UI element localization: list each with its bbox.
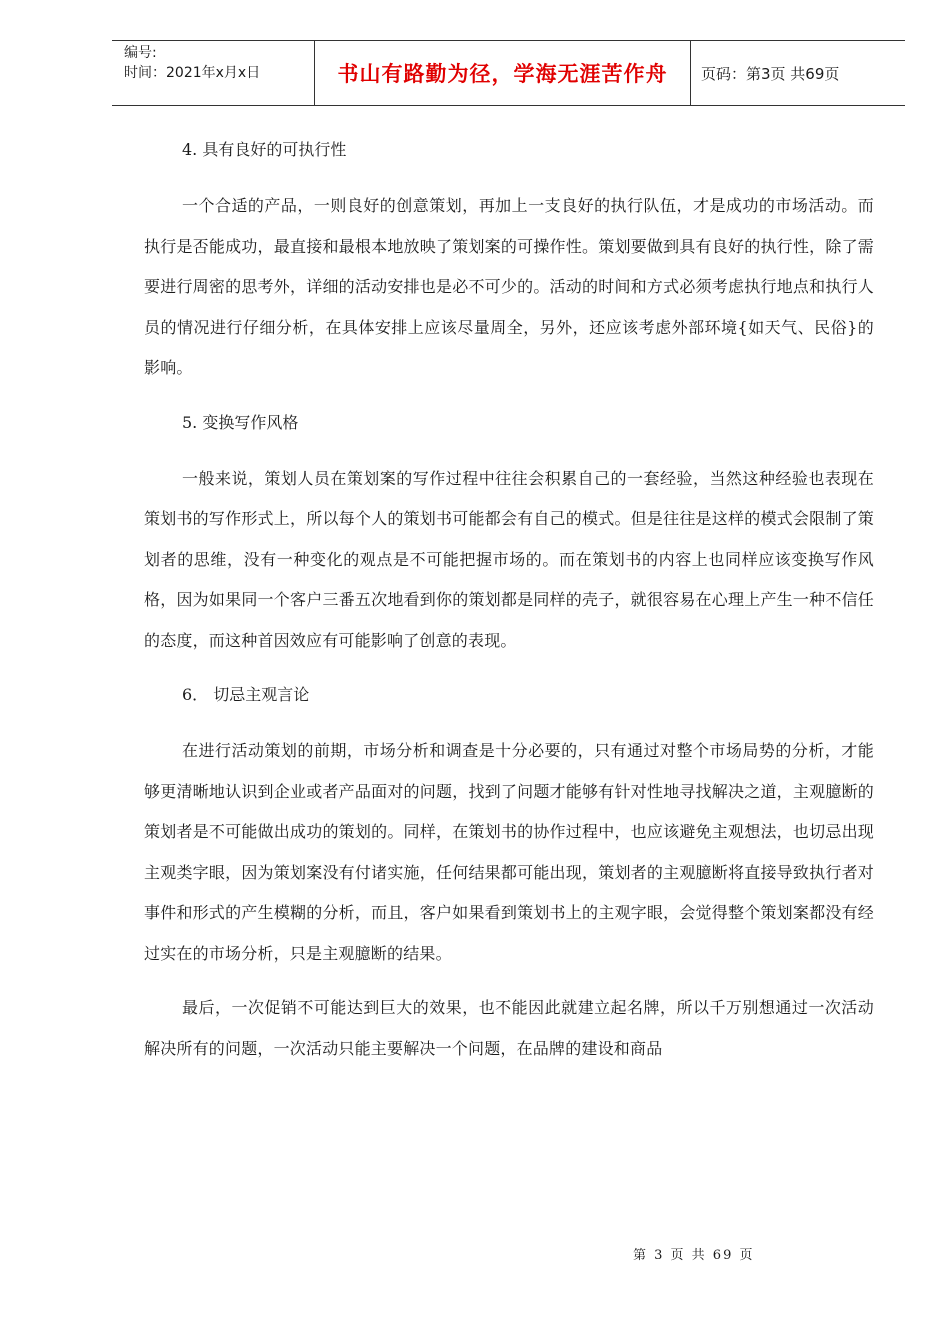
document-time-label: 时间：2021年x月x日 — [124, 65, 261, 81]
section-paragraph-5: 一般来说，策划人员在策划案的写作过程中往往会积累自己的一套经验，当然这种经验也表现在策划书的写作形式上，所以每个人的策划书可能都会有自己的模式。但是往往是这样的模式会限制了策划者的思维，没有一种变化的观点是不可能把握市场的。而在策划书的内容上也同样应该变换写作风格，因为如果同一个客户三番五次地看到你的策划都是同样的壳子，就很容易在心理上产生一种不信任的态度，而这种首因效应有可能影响了创意的表现。 — [144, 468, 874, 650]
section-heading-6: 6． 切忌主观言论 — [182, 685, 310, 704]
page-header — [112, 40, 905, 106]
document-body — [144, 130, 874, 1083]
header-meta — [112, 41, 315, 105]
section-paragraph-6: 在进行活动策划的前期，市场分析和调查是十分必要的，只有通过对整个市场局势的分析，才能够更清晰地认识到企业或者产品面对的问题，找到了问题才能够有针对性地寻找解决之道，主观臆断的策划者是不可能做出成功的策划的。同样，在策划书的协作过程中，也应该避免主观想法，也切忌出现主观类字眼，因为策划案没有付诸实施，任何结果都可能出现，策划者的主观臆断将直接导致执行者对事件和形式的产生模糊的分析，而且，客户如果看到策划书上的主观字眼，会觉得整个策划案都没有经过实在的市场分析，只是主观臆断的结果。 — [144, 741, 874, 963]
section-heading-5: 5. 变换写作风格 — [182, 412, 299, 432]
header-motto: 书山有路勤为径，学海无涯苦作舟 — [315, 41, 691, 105]
closing-paragraph: 最后，一次促销不可能达到巨大的效果，也不能因此就建立起名牌，所以千万别想通过一次活动解决所有的问题，一次活动只能主要解决一个问题，在品牌的建设和商品 — [144, 998, 874, 1058]
header-page-info: 页码：第3页 共69页 — [701, 64, 840, 83]
section-paragraph-4: 一个合适的产品，一则良好的创意策划，再加上一支良好的执行队伍，才是成功的市场活动。而执行是否能成功，最直接和最根本地放映了策划案的可操作性。策划要做到具有良好的执行性，除了需要进行周密的思考外，详细的活动安排也是必不可少的。活动的时间和方式必须考虑执行地点和执行人员的情况进行仔细分析，在具体安排上应该尽量周全，另外，还应该考虑外部环境{如天气、民俗}的影响。 — [144, 196, 874, 377]
section-heading-4: 4. 具有良好的可执行性 — [182, 140, 347, 159]
page-footer: 第 3 页 共 69 页 — [633, 1248, 755, 1263]
document-number-label: 编号: — [124, 45, 157, 61]
